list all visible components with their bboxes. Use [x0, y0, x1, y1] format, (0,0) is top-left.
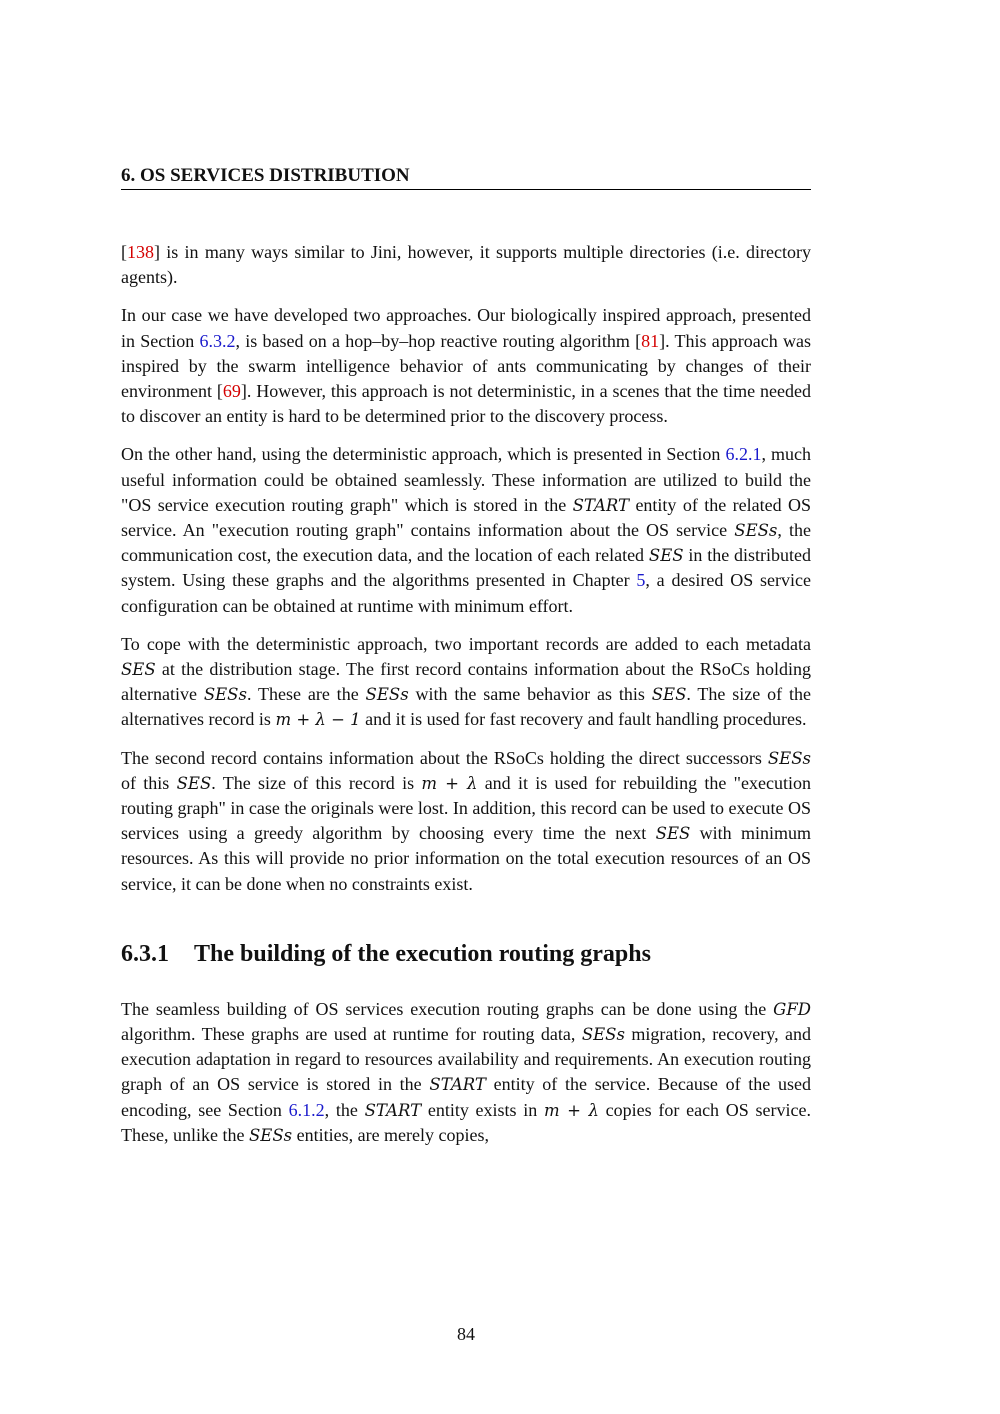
- math-term: SESs: [734, 521, 778, 541]
- math-term: SES: [655, 824, 691, 844]
- main-text: [121, 240, 811, 1161]
- math-term: SESs: [248, 1125, 293, 1145]
- citation-link[interactable]: 81: [641, 330, 660, 351]
- math-term: SES: [651, 685, 687, 705]
- math-formula: m + λ − 1: [275, 710, 361, 730]
- math-term: SES: [176, 773, 212, 793]
- math-term: SESs: [581, 1025, 625, 1045]
- math-term: SESs: [203, 685, 247, 705]
- paragraph-4: To cope with the deterministic approach, two important records are added to each metadata SES at the distribution stage. The first record contains information about the RSoCs holding alternative SESs. These are the SESs with the same behavior as this SES. The size of the alternatives record is m + λ − 1 and it is used for fast recovery and fault handling procedures.: [121, 633, 811, 730]
- math-term: START: [364, 1100, 422, 1120]
- math-term: GFD: [773, 999, 811, 1019]
- math-term: SESs: [767, 748, 811, 768]
- chapter-title: 6. OS SERVICES DISTRIBUTION: [121, 165, 410, 186]
- math-term: SES: [648, 546, 684, 566]
- math-formula: m + λ: [421, 773, 478, 793]
- math-formula: m + λ: [544, 1100, 599, 1120]
- citation-link[interactable]: 69: [222, 381, 241, 402]
- paragraph-6: The seamless building of OS services execution routing graphs can be done using the GFD algorithm. These graphs are used at runtime for routing data, SESs migration, recovery, and execution adaptation in regard to resources availability and requirements. An execution routing graph of an OS service is stored in the START entity of the service. Because of the used encoding, see Section 6.1.2, the START entity exists in m + λ copies for each OS service. These, unlike the SESs entities, are merely copies,: [121, 998, 812, 1145]
- section-title: The building of the execution routing graphs: [194, 940, 651, 967]
- math-term: SESs: [365, 685, 409, 705]
- paragraph-2: In our case we have developed two approaches. Our biologically inspired approach, presented in Section 6.3.2, is based on a hop–by–hop reactive routing algorithm [81]. This approach was inspired by the swarm intelligence behavior of ants communicating by changes of their environment [69]. However, this approach is not deterministic, in a scenes that the time needed to discover an entity is hard to be determined prior to the discovery process.: [121, 305, 812, 427]
- paragraph-3: On the other hand, using the deterministic approach, which is presented in Section 6.2.1, much useful information could be obtained seamlessly. These information are utilized to build the "OS service execution routing graph" which is stored in the START entity of the related OS service. An "execution routing graph" contains information about the OS service SESs, the communication cost, the execution data, and the location of each related SES in the distributed system. Using these graphs and the algorithms presented in Chapter 5, a desired OS service configuration can be obtained at runtime with minimum effort.: [121, 444, 812, 616]
- math-term: START: [572, 495, 630, 515]
- section-link[interactable]: 6.2.1: [725, 444, 762, 465]
- paragraph-5: The second record contains information about the RSoCs holding the direct successors SESs of this SES. The size of this record is m + λ and it is used for rebuilding the "execution routing graph" in case the originals were lost. In addition, this record can be used to execute OS services using a greedy algorithm by choosing every time the next SES with minimum resources. As this will provide no prior information on the total execution resources of an OS service, it can be done when no constraints exist.: [121, 747, 811, 894]
- section-heading: [121, 939, 811, 969]
- page-number: 84: [457, 1324, 475, 1344]
- math-term: START: [429, 1075, 486, 1095]
- chapter-link[interactable]: 5: [636, 570, 646, 591]
- section-number: 6.3.1: [121, 940, 169, 967]
- running-header: [121, 165, 811, 190]
- citation-link[interactable]: 138: [127, 242, 154, 262]
- paragraph-1: [138] is in many ways similar to Jini, however, it supports multiple directories (i.e. directory agents).: [121, 242, 811, 288]
- section-link[interactable]: 6.3.2: [199, 330, 236, 351]
- section-link[interactable]: 6.1.2: [288, 1099, 325, 1120]
- math-term: SES: [121, 660, 156, 680]
